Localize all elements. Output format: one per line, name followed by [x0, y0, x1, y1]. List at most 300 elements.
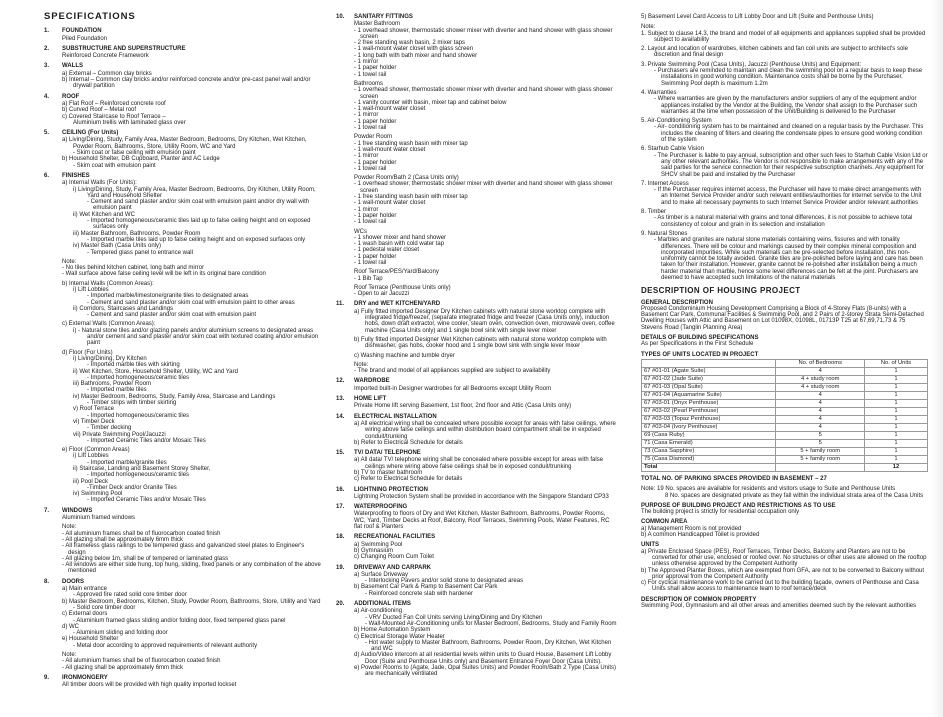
table-row: [642, 439, 928, 447]
table-cell: 67 #03-04 (Ivory Penthouse): [642, 423, 776, 431]
table-cell: 1: [865, 455, 928, 463]
spec-line: - Open to air Jacuzzi: [354, 291, 410, 298]
table-header-row: [642, 359, 928, 367]
section-heading: WATERPROOFING: [354, 504, 408, 511]
spec-line: b) Internal – Common clay bricks and/or reinforced concrete and/or pre-cast panel wall and/or drywall partition: [62, 77, 311, 90]
spec-line: - Skim coat with emulsion paint: [73, 162, 156, 169]
spec-line: - Imported marble tiles with skirting: [87, 362, 180, 369]
spec-line: - Imported homogeneous/ceramic tiles: [87, 472, 190, 479]
table-cell: 4 + study room: [776, 383, 865, 391]
table-cell: 67 #01-01 (Agate Suite): [642, 367, 776, 375]
spec-line: - As timber is a natural material with grains and tonal differences, it is not possible to achieve total consistency of colour and grain in its selection and installation: [654, 215, 913, 228]
spec-line: iii) Pool Deck: [73, 478, 109, 485]
table-cell: 4: [776, 423, 865, 431]
section-number: 18.: [336, 534, 345, 541]
section: [336, 414, 617, 446]
spec-line: Aluminium trellis with laminated glass over: [73, 119, 186, 126]
spec-line: - Timber decking: [87, 425, 132, 432]
document-title: SPECIFICATIONS: [44, 11, 136, 22]
section-number: 4.: [44, 93, 50, 100]
spec-line: - Imported marble/limestone/granite tiles to designated areas: [87, 293, 249, 300]
section-number: 9.: [44, 674, 50, 681]
spec-line: - 1 paper holder: [354, 159, 397, 166]
section: [336, 450, 617, 482]
spec-line: - 1 towel rail: [354, 219, 387, 226]
spec-line: a) Flat Roof – Reinforced concrete roof: [62, 100, 166, 107]
spec-line: - All glazing shall be approximately 6mm thick: [62, 536, 184, 543]
spec-line: a) Fully fitted imported Designer Dry Kitchen cabinets with natural stone worktop complete with integrated fridge/freezer, (separate integrated fridge and freezer (Casa Units only), induction hobs, down draft extractor, wine cooler, steam oven, convection oven, microwave oven, coffee machine (Casa Units only) and 1 single bowl sink with single lever mixer: [354, 308, 615, 334]
spec-line: - Where warranties are given by the manufacturers and/or suppliers of any of the equipment and/or appliances installed by the Vendor at the Building, the Vendor shall assign to the Purchaser such warranties at the time when possession of the Unit/Building is delivered to the Purchaser: [654, 96, 918, 115]
spec-line: c) External doors: [62, 611, 108, 618]
sub-heading: WCs: [354, 228, 367, 235]
sub-heading: Bathrooms: [354, 80, 384, 87]
spec-line: - Tempered glass panel to entrance wall: [87, 249, 193, 256]
spec-line: - 1 paper holder: [354, 212, 397, 219]
spec-line: - 1 mirror: [354, 112, 379, 119]
section-number: 11.: [336, 301, 345, 308]
table-cell: 69 (Casa Ruby): [642, 431, 776, 439]
table-row: [642, 399, 928, 407]
section-heading: ROOF: [62, 93, 80, 100]
table-cell: 1: [865, 407, 928, 415]
spec-line: - 1 overhead shower, thermostatic shower mixer with diverter and hand shower with glass shower screen: [354, 87, 613, 100]
table-cell: 67 #01-02 (Jade Suite): [642, 375, 776, 383]
section: [336, 396, 617, 410]
spec-line: - 1 wash basin with cold water tap: [354, 241, 445, 248]
table-header-cell: No. of Units: [865, 359, 928, 367]
spec-line: - Solid core timber door: [73, 604, 136, 611]
section-heading: ADDITIONAL ITEMS: [354, 601, 411, 608]
section-heading: ELECTRICAL INSTALLATION: [354, 413, 437, 420]
spec-line: - 1 wall-mount water closet: [354, 200, 426, 207]
spec-line: -Timber Deck and/or Granite Tiles: [87, 484, 177, 491]
spec-line: - Imported homogeneous/ceramic tiles: [87, 374, 190, 381]
section-heading: FOUNDATION: [62, 28, 102, 35]
section-number: 17.: [336, 504, 345, 511]
spec-line: - All windows are either side hung, top hung, sliding, fixed panels or any combination of the above mentioned: [62, 562, 321, 575]
section-number: 19.: [336, 564, 345, 571]
sub-heading: DESCRIPTION OF COMMON PROPERTY: [641, 596, 757, 603]
section-heading: WALLS: [62, 63, 83, 70]
spec-line: As per Specifications in the First Schedule: [641, 341, 754, 348]
spec-line: b) The Approved Planter Boxes, which are exempted from GFA, are not to be converted to Balcony without prior approval from the Competent Authority: [641, 567, 925, 580]
section: [336, 14, 617, 297]
spec-line: Proposed Condominium Housing Development Comprising a Block of 4-Storey Flats (8-units) with a Basement Car Park, Communal Facilities & Swimming Pool, and 2 Pairs of 2-storey Strata Semi-Detached Dwelling Houses with Attic and Basement on Lot 01098X, 01098L, 01713P T25 at 67,69,71,73 & 75 Stevens Road (Tanglin Planning Area): [641, 305, 924, 331]
table-cell: 4: [776, 399, 865, 407]
spec-line: - Imported marble tiles: [87, 387, 147, 394]
sub-heading: GENERAL DESCRIPTION: [641, 299, 713, 306]
spec-line: e) Floor (Common Areas): [62, 447, 130, 454]
spec-line: - Imported homogeneous/ceramic tiles: [87, 412, 190, 419]
section-number: 14.: [336, 413, 345, 420]
section: [336, 301, 617, 374]
spec-line: All timber doors will be provided with high quality imported lockset: [62, 682, 237, 689]
spec-line: 9. Natural Stones: [641, 230, 688, 237]
table-cell: 75 (Casa Diamond): [642, 455, 776, 463]
table-row: [642, 407, 928, 415]
spec-line: - Marbles and granites are natural stone materials containing veins, fissures and with tonality differences. There will be colour and markings caused by their complex mineral composition and incorporated impurities. While such materials can be pre-selected before installation, this non-uniformity cannot be totally avoided. Granite tiles are pre-polished before laying and care has been taken for their installation. However, granite cannot be re-polished after installation being a much harder material than marble, hence some level differences can be felt at the joint. Purchasers are deemed to have accepted such limitations of the natural materials: [654, 237, 923, 281]
table-cell: 67 #01-03 (Opal Suite): [642, 383, 776, 391]
table-cell: 1: [865, 391, 928, 399]
spec-line: - 1 mirror: [354, 59, 379, 66]
section: [44, 579, 322, 671]
spec-line: b) Fully fitted imported Designer Wet Kitchen cabinets with natural stone worktop complete with dishwasher, gas hobs, cooker hood and 1 single bowl sink with single lever mixer: [354, 336, 607, 350]
spec-line: a) Main entrance: [62, 586, 108, 593]
section: [336, 378, 617, 392]
section-number: 20.: [336, 601, 345, 608]
table-cell: 1: [865, 415, 928, 423]
spec-line: 5. Air-Conditioning System: [641, 118, 712, 125]
spec-line: - 1 wall-mount water closet: [354, 106, 426, 113]
spec-line: 5) Basement Level Card Access to Lift Lobby Door and Lift (Suite and Penthouse Units): [641, 14, 874, 20]
spec-line: a) Management Room is not provided: [641, 525, 742, 532]
spec-line: - Air- conditioning system has to be maintained and cleaned on a regular basis by the Purchaser. This includes the cleaning of filters and clearing the condensate pipes to ensure good working condition of the system: [654, 124, 924, 144]
table-cell: 1: [865, 439, 928, 447]
spec-line: - VRV Ducted Fan Coil Units serving Living/Dining and Dry Kitchen: [365, 614, 543, 621]
section: [336, 504, 617, 530]
sub-heading: Note:: [62, 524, 77, 531]
spec-line: a) Living/Dining, Study, Family Area, Master Bedroom, Bedrooms, Dry Kitchen, Wet Kitchen, Powder Room, Bathrooms, Store, Utility Room, WC and Yard: [62, 137, 307, 150]
spec-line: Note: 19 No. spaces are available for residents and visitors usage to Suite and Penthouse Units: [641, 486, 896, 493]
spec-line: - 1 overhead shower, thermostatic shower mixer with diverter and hand shower with glass shower screen: [354, 27, 613, 40]
units-table-title: TYPES OF UNITS LOCATED IN PROJECT: [641, 351, 759, 358]
spec-line: a) External – Common clay bricks: [62, 70, 152, 77]
sub-heading: Note:: [62, 652, 77, 659]
table-row: [642, 423, 928, 431]
spec-line: i) - Natural stone tiles and/or glazing panels and/or aluminium screens to designated areas and/or cement and sand plaster and/or skim coat with textured coating and/or emulsion paint: [73, 327, 319, 347]
table-cell: 67 #03-01 (Onyx Penthouse): [642, 399, 776, 407]
sub-heading: DETAILS OF BUILDING SPECIFICATIONS: [641, 335, 759, 342]
spec-line: i) Lift Lobbies: [73, 286, 109, 293]
section-heading: LIGHTNING PROTECTION: [354, 486, 428, 493]
table-cell: 1: [865, 431, 928, 439]
spec-line: - 1 wall-mount water closet: [354, 146, 426, 153]
spec-line: b) Gymnasium: [354, 547, 394, 554]
section-heading: SUBSTRUCTURE AND SUPERSTRUCTURE: [62, 45, 186, 52]
spec-line: - Cement and sand plaster and/or skim coat with emulsion paint to other areas: [87, 299, 295, 306]
section-heading: SANITARY FITTINGS: [354, 14, 413, 20]
table-cell: 5 + family room: [776, 447, 865, 455]
sub-heading: Roof Terrace (Penthouse Units only): [354, 284, 451, 291]
section-heading: DRY and WET KITCHEN/YARD: [354, 301, 441, 308]
section: [44, 63, 322, 89]
table-cell: 71 (Casa Emerald): [642, 439, 776, 447]
spec-line: b) A common Handicapped Toilet is provided: [641, 532, 760, 539]
spec-line: The building project is strictly for residential occupation only: [641, 509, 800, 516]
table-cell: 67 #01-04 (Aquamarine Suite): [642, 391, 776, 399]
section-number: 1.: [44, 28, 50, 35]
section: [44, 508, 322, 575]
table-header-cell: No. of Bedrooms: [776, 359, 865, 367]
spec-line: a) All electrical wiring shall be concealed where possible except for areas with false ceilings, where wiring above false ceilings and within distribution board compartment shall be in exposed conduit/trunking: [354, 420, 616, 440]
sub-heading: PURPOSE OF BUILDING PROJECT AND RESTRICTIONS AS TO USE: [641, 502, 836, 509]
spec-line: - 1 mirror: [354, 206, 379, 213]
section-number: 16.: [336, 486, 345, 493]
spec-line: c) Washing machine and tumble dryer: [354, 352, 455, 359]
section-number: 7.: [44, 507, 50, 514]
units-table: [641, 359, 928, 472]
spec-line: - 1 paper holder: [354, 253, 397, 260]
spec-line: - No tiles behind kitchen cabinet, long bath and mirror: [62, 265, 205, 272]
spec-line: 4. Warranties: [641, 89, 677, 96]
spec-line: - 1 towel rail: [354, 125, 387, 132]
spec-line: 8 No. spaces are designated private as they fall within the individual strata area of the Casa Units: [665, 492, 924, 499]
spec-line: - Imported homogeneous/ceramic tiles laid up to false ceiling height and on exposed surfaces only: [87, 218, 311, 231]
section-heading: HOME LIFT: [354, 396, 387, 403]
spec-line: - 1 Bib Tap: [354, 275, 383, 282]
table-cell: 4: [776, 415, 865, 423]
spec-line: - 1 free standing wash basin with mixer tap: [354, 194, 468, 201]
section-heading: DRIVEWAY AND CARPARK: [354, 564, 432, 571]
spec-line: d) WC: [62, 623, 79, 630]
spec-line: - Imported Ceramic Tiles and/or Mosaic Tiles: [87, 437, 206, 444]
spec-line: Swimming Pool, Gymnasium and all other areas and amenities deemed such by the relevant authorities: [641, 603, 917, 609]
text-block: [641, 503, 928, 516]
section: [44, 94, 322, 126]
spec-line: 2. Layout and location of wardrobes, kitchen cabinets and fan coil units are subject to architect's sole discretion and final design: [641, 46, 908, 59]
spec-line: - Metal door according to approved requirements of relevant authority: [73, 642, 258, 649]
spec-line: c) Covered Staircase to Roof Terrace –: [62, 113, 166, 120]
section: [44, 173, 322, 504]
spec-line: - 1 towel rail: [354, 259, 387, 266]
spec-line: b) Curved Roof – Metal roof: [62, 107, 137, 114]
spec-line: i) Lift Lobbies: [73, 453, 109, 460]
sub-heading: Note:: [62, 258, 77, 265]
section-number: 8.: [44, 578, 50, 585]
text-block: [641, 597, 928, 610]
spec-line: i) Living/Dining, Study, Family Area, Master Bedroom, Bedrooms, Dry Kitchen, Utility Room, Yard and Household Shelter: [73, 186, 316, 199]
spec-line: - Timber strips with timber skirting: [87, 400, 177, 407]
table-row: [642, 367, 928, 375]
table-cell: Total: [642, 463, 776, 471]
sub-heading: Note:: [354, 361, 369, 368]
table-cell: 5: [776, 439, 865, 447]
section-heading: FINISHES: [62, 172, 90, 179]
spec-line: - 1 towel rail: [354, 71, 387, 78]
spec-line: i) Living/Dining, Dry Kitchen: [73, 355, 147, 362]
spec-line: c) Changing Room Cum Toilet: [354, 554, 434, 561]
table-row: [642, 415, 928, 423]
spec-line: - All glazing below 1m, shall be of tempered or laminated glass: [62, 555, 229, 562]
spec-line: - Imported Ceramic Tiles and/or Mosaic Tiles: [87, 497, 206, 504]
table-total-row: [642, 463, 928, 471]
table-cell: 1: [865, 399, 928, 407]
spec-line: - 1 vanity counter with basin, mixer tap and cabinet below: [354, 99, 507, 106]
table-cell: 4: [776, 391, 865, 399]
section: [44, 28, 322, 42]
sub-heading: Master Bathroom: [354, 21, 401, 28]
spec-line: iv) Master Bath (Casa Units only): [73, 243, 162, 250]
text-block: [641, 519, 928, 538]
spec-line: ii) Wet Kitchen and WC: [73, 211, 135, 218]
spec-line: - All aluminium frames shall be of fluorocarbon coated finish: [62, 658, 221, 665]
spec-line: 3. Private Swimming Pool (Casa Units), Jacuzzi (Penthouse Units) and Equipment:: [641, 61, 862, 68]
spec-line: - All aluminium frames shall be of fluorocarbon coated finish: [62, 530, 221, 537]
spec-line: - Interlocking Pavers and/or solid stone to designated areas: [365, 578, 524, 585]
section-heading: TV/ DATA/ TELEPHONE: [354, 450, 421, 457]
spec-line: v) Roof Terrace: [73, 406, 114, 413]
section-heading: WARDROBE: [354, 378, 390, 385]
sub-heading: Note:: [641, 24, 656, 31]
text-block: [641, 542, 928, 592]
section-heading: IRONMONGERY: [62, 674, 108, 681]
spec-line: - 1 overhead shower, thermostatic shower mixer with diverter and hand shower with glass shower screen: [354, 181, 613, 194]
sub-heading: COMMON AREA: [641, 519, 688, 526]
spec-line: Waterproofing to floors of Dry and Wet Kitchen, Master Bathroom, Bathrooms, Powder Rooms, WC, Yard, Timber Decks at Roof, Balcony, Roof Terraces, Swimming Pools, Water Features, RC flat roof & Planters: [354, 511, 610, 531]
table-cell: 1: [865, 423, 928, 431]
sub-heading: Powder Room/Bath 2 (Casa Units only): [354, 175, 459, 182]
table-cell: 73 (Casa Sapphire): [642, 447, 776, 455]
spec-line: c) Refer to Electrical Schedule for details: [354, 476, 463, 483]
section-number: 10.: [336, 14, 345, 20]
spec-line: c) Electrical Storage Water Heater: [354, 633, 445, 640]
spec-line: d) Audio/Video intercom at all residential levels within units to Guard House, Basement Lift Lobby Door (Suite and Penthouse Units only) and Basement Entrance Foyer Door (Casa Units).: [354, 652, 612, 665]
table-cell: 67 #03-03 (Topaz Penthouse): [642, 415, 776, 423]
spec-line: - All glazing shall be approximately 6mm thick: [62, 664, 184, 671]
spec-line: - 1 wall-mount water closet with glass screen: [354, 46, 474, 53]
spec-line: Imported built-in Designer wardrobes for all Bedrooms except Utility Room: [354, 385, 552, 392]
table-cell: 4: [776, 367, 865, 375]
spec-line: - Imported marble tiles laid up to false ceiling height and on exposed surfaces only: [87, 236, 306, 243]
spec-line: ii) Staircase, Landing and Basement Storey Shelter,: [73, 466, 211, 472]
spec-line: - If the Purchaser requires internet access, the Purchaser will have to make direct arrangements with an Internet Service Provider and/or such relevant entities/authorities for internet service to the Unit and to make all necessary payments to such Internet Service Provider and/or relevant authorities: [654, 187, 922, 206]
section: [44, 130, 322, 169]
spec-line: - Reinforced concrete slab with hardener: [365, 590, 474, 597]
spec-line: c) External Walls (Common Areas):: [62, 321, 156, 328]
table-header-cell: [642, 359, 776, 367]
table-cell: [776, 463, 865, 471]
spec-line: - 1 long bath with bath mixer and hand shower: [354, 52, 478, 59]
spec-line: - Cement and sand plaster and/or skim coat with emulsion paint and/or dry wall with emulsion paint: [87, 199, 310, 212]
table-cell: 5: [776, 431, 865, 439]
text-block: [641, 476, 928, 482]
spec-line: iv) Master Bedroom, Bedrooms, Study, Family Area, Staircase and Landings: [73, 393, 276, 400]
spec-line: 1. Subject to clause 14.3, the brand and model of all equipments and appliances supplied shall be provided subject to availability: [641, 30, 926, 43]
section: [336, 534, 617, 560]
spec-line: - Cement and sand plaster and/or skim coat with emulsion paint: [87, 312, 257, 319]
spec-line: d) Floor (For Units): [62, 349, 113, 356]
section-number: 2.: [44, 45, 50, 52]
text-block: [641, 14, 928, 20]
table-cell: 1: [865, 383, 928, 391]
spec-line: - All frameless glass railings to be tempered glass and galvanized steel plates to Engineer's design: [62, 543, 305, 556]
spec-line: - Wall-Mounted Air-Conditioning units for Master Bedroom, Bedrooms, Study and Family Room: [365, 620, 617, 627]
spec-line: - Aluminium sliding and folding door: [73, 630, 168, 637]
spec-line: iii) Bathrooms, Powder Room: [73, 381, 152, 388]
spec-line: b) Basement Car Park & Ramp to Basement Car Park: [354, 584, 498, 591]
section-heading: DOORS: [62, 578, 85, 585]
section: [336, 565, 617, 597]
spec-line: - 1 paper holder: [354, 65, 397, 72]
sub-heading: TOTAL NO. OF PARKING SPACES PROVIDED IN BASEMENT – 27: [641, 475, 827, 482]
table-cell: 1: [865, 447, 928, 455]
spec-line: - 1 towel rail: [354, 165, 387, 172]
section-heading: WINDOWS: [62, 507, 93, 514]
spec-line: - Approved fire rated solid core timber door: [73, 592, 187, 599]
spec-line: - 2 free standing wash basin, 2 mixer taps: [354, 40, 466, 47]
table-row: [642, 431, 928, 439]
spec-line: e) Powder Rooms to (Agate, Jade, Opal Suites Units) and Powder Room/Bath 2 Type (Casa Units) are mechanically ventilated: [354, 665, 617, 678]
spec-line: c) For cyclical maintenance work to be carried out to the building façade, owners of Penthouse and Casa Units shall allow access to maintenance team to roof terrace/deck: [641, 580, 919, 593]
spec-line: Piled Foundation: [62, 35, 108, 42]
section-number: 13.: [336, 396, 345, 403]
table-row: [642, 447, 928, 455]
spec-line: 6. Starhub Cable Vision: [641, 146, 704, 153]
table-cell: 4 + study room: [776, 375, 865, 383]
units-table-block: [641, 352, 928, 472]
table-cell: 1: [865, 367, 928, 375]
spec-line: a) Air-conditioning: [354, 608, 403, 615]
sub-heading: UNITS: [641, 542, 659, 549]
section: [336, 601, 617, 678]
spec-line: - Purchasers are reminded to maintain and clean the swimming pool on a regular basis to keep these installations in good working condition. Maintenance costs shall be borne by the Purchaser. Swimming Pool depth is maximum 1.2m: [654, 68, 923, 87]
spec-line: - The Purchaser is liable to pay annual, subscription and other such fees to Starhub Cable Vision Ltd or any other relevant authorities. The Vendor is not responsible to make arrangements with any of the said parties for the service connection for their respective subscription channels. Any equipment for SHCV shall be paid and installed by the Purchaser: [654, 152, 928, 178]
table-cell: 1: [865, 375, 928, 383]
spec-line: b) Internal Walls (Common Areas):: [62, 280, 154, 287]
spec-line: - 1 paper holder: [354, 118, 397, 125]
table-row: [642, 375, 928, 383]
section: [336, 487, 617, 501]
table-cell: 67 #03-02 (Pearl Penthouse): [642, 407, 776, 415]
spec-line: - Skim coat or false ceiling with emulsion paint: [73, 150, 196, 157]
spec-line: vii) Private Swimming Pool/Jacuzzi: [73, 431, 166, 438]
spec-line: 7. Internet Access: [641, 180, 689, 187]
sub-heading: Powder Room: [354, 134, 393, 141]
spec-line: Private Home lift serving Basement, 1st floor, 2nd floor and Attic (Casa Units only): [354, 403, 572, 410]
spec-line: a) Swimming Pool: [354, 541, 403, 548]
spec-line: Aluminium framed windows: [62, 515, 136, 522]
table-row: [642, 383, 928, 391]
spec-line: a) All data/ TV/ telephone wiring shall be concealed where possible except for areas with false ceilings where wiring above false ceilings shall be in exposed conduit/trunking: [354, 457, 604, 470]
spec-line: e) Household Shelter: [62, 636, 119, 643]
spec-line: - Aluminium framed glass sliding and/or folding door, fixed tempered glass panel: [73, 617, 286, 624]
section: [44, 46, 322, 60]
text-block: [641, 24, 928, 281]
spec-line: ii) Corridors, Staircases and Landings: [73, 305, 174, 312]
table-cell: 5 + family room: [776, 455, 865, 463]
section-heading: RECREATIONAL FACILITIES: [354, 534, 436, 541]
spec-line: b) Refer to Electrical Schedule for details: [354, 439, 463, 446]
spec-line: - 1 pedestal water closet: [354, 247, 420, 254]
spec-line: - 1 free standing wash basin with mixer tap: [354, 140, 468, 147]
spec-line: iv) Swimming Pool: [73, 491, 123, 498]
spec-line: Lightning Protection System shall be provided in accordance with the Singapore Standard CP33: [354, 493, 609, 500]
section-number: 6.: [44, 172, 50, 179]
spec-line: 8. Timber: [641, 209, 667, 216]
section-number: 3.: [44, 63, 50, 70]
section-number: 12.: [336, 378, 345, 385]
table-row: [642, 391, 928, 399]
section-heading: CEILING (For Units): [62, 130, 119, 137]
table-cell: 12: [865, 463, 928, 471]
spec-line: a) Internal Walls (For Units):: [62, 180, 137, 187]
spec-line: b) Master Bedroom, Bedrooms, Kitchen, Study, Powder Room, Bathrooms, Store, Utility and Yard: [62, 598, 321, 605]
section-number: 5.: [44, 130, 50, 137]
spec-line: - 1 shower mixer and hand shower: [354, 234, 447, 241]
spec-line: b) Household Shelter, DB Cupboard, Planter and AC Ledge: [62, 156, 220, 163]
specifications-column-2: [336, 14, 617, 682]
text-block: [641, 335, 928, 348]
table-cell: 4: [776, 407, 865, 415]
text-block: [641, 300, 928, 331]
section-number: 15.: [336, 450, 345, 457]
spec-line: - Hot water supply to Master Bathroom, Bathrooms, Powder Room, Dry Kitchen, Wet Kitchen and WC: [365, 639, 612, 653]
spec-line: ii) Wet Kitchen, Store, Household Shelter, Utility, WC and Yard: [73, 368, 238, 375]
text-block: [641, 486, 928, 499]
spec-line: iii) Master Bathroom, Bathrooms, Powder Room: [73, 230, 201, 237]
spec-line: b) TV to master bathroom: [354, 470, 423, 476]
spec-line: - Wall surface above false ceiling level will be left in its original bare condition: [62, 271, 266, 278]
